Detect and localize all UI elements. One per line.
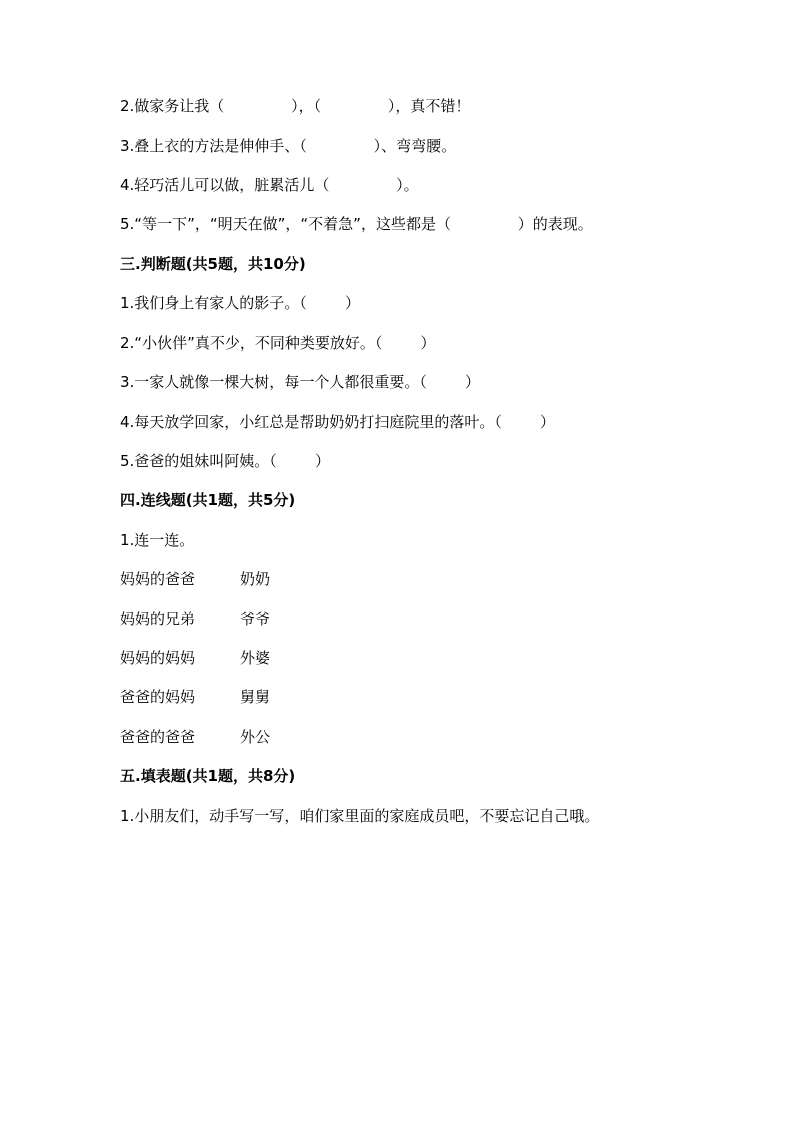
judge-question-2: 2.“小伙伴”真不少，不同种类要放好。（ ） — [120, 334, 436, 352]
match-question: 1.连一连。 — [120, 531, 195, 549]
fill-question-4: 4.轻巧活儿可以做，脏累活儿（ ）。 — [120, 176, 419, 194]
fill-question-2: 2.做家务让我（ ），（ ），真不错！ — [120, 97, 471, 115]
match-right-item: 奶奶 — [240, 570, 271, 588]
match-right-item: 舅舅 — [240, 688, 271, 706]
judge-question-3: 3.一家人就像一棵大树，每一个人都很重要。（ ） — [120, 373, 480, 391]
judge-question-4: 4.每天放学回家，小红总是帮助奶奶打扫庭院里的落叶。（ ） — [120, 413, 555, 431]
judge-question-1: 1.我们身上有家人的影子。（ ） — [120, 294, 360, 312]
match-section-heading: 四.连线题(共1题，共5分) — [120, 491, 296, 509]
match-right-item: 外公 — [240, 728, 271, 746]
judge-question-5: 5.爸爸的姐妹叫阿姨。（ ） — [120, 452, 330, 470]
fill-question-5: 5.“等一下”，“明天在做”，“不着急”，这些都是（ ）的表现。 — [120, 215, 593, 233]
table-question: 1.小朋友们，动手写一写，咱们家里面的家庭成员吧，不要忘记自己哦。 — [120, 807, 600, 825]
match-left-item: 爸爸的爸爸 — [120, 728, 196, 746]
match-right-item: 爷爷 — [240, 610, 271, 628]
table-section-heading: 五.填表题(共1题，共8分) — [120, 767, 296, 785]
match-left-item: 妈妈的兄弟 — [120, 610, 196, 628]
fill-question-3: 3.叠上衣的方法是伸伸手、（ ）、弯弯腰。 — [120, 137, 457, 155]
match-left-item: 妈妈的妈妈 — [120, 649, 196, 667]
match-left-item: 妈妈的爸爸 — [120, 570, 196, 588]
match-left-item: 爸爸的妈妈 — [120, 688, 196, 706]
match-right-item: 外婆 — [240, 649, 271, 667]
judge-section-heading: 三.判断题(共5题，共10分) — [120, 255, 306, 273]
